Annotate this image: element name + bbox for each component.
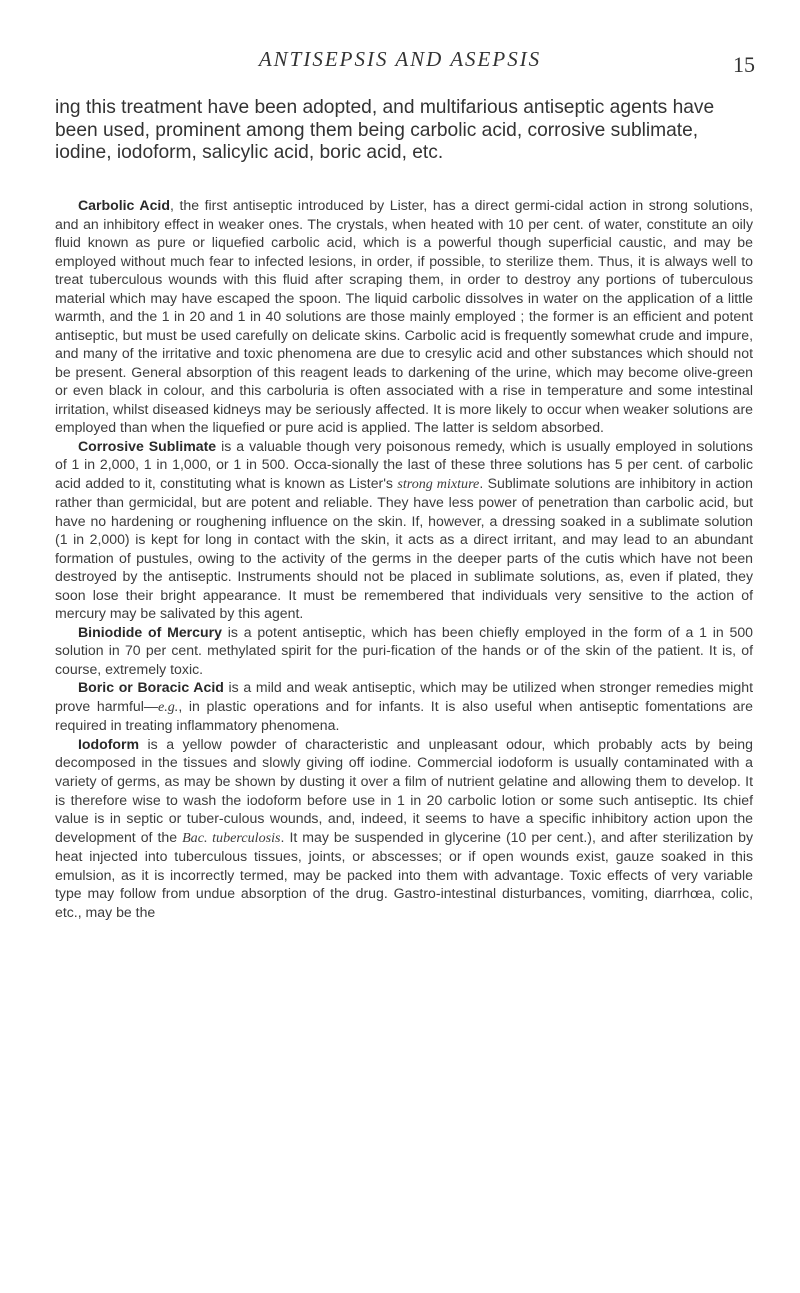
- page-number: 15: [733, 52, 755, 77]
- term-heading: Boric or Boracic Acid: [78, 679, 224, 696]
- paragraph-text: is a yellow powder of characteristic and unpleasant odour, which probably acts by being decomposed in the tissues and slowly giving off iodine. Commercial iodoform is usually contaminated with a variety of germs, as may be shown by dusting it over a film of nutrient gelatine and allowing them to develop. It is therefore wise to wash the iodoform before use in 1 in 20 carbolic lotion or some such antiseptic. Its chief value is in septic or tuber-culous wounds, and, indeed, it seems to have a specific inhibitory action upon the development of the: [55, 735, 753, 845]
- emphasis-text: Bac. tuberculosis: [182, 829, 281, 846]
- term-heading: Iodoform: [78, 735, 140, 752]
- paragraph-iodoform: [55, 735, 753, 921]
- paragraph-carbolic-acid: [55, 196, 753, 437]
- term-heading: Biniodide of Mercury: [78, 623, 222, 640]
- lead-paragraph: ing this treatment have been adopted, and multifarious antiseptic agents have been used, prominent among them being carbolic acid, corrosive sublimate, iodine, iodoform, salicylic acid, boric acid, etc.: [55, 97, 715, 163]
- paragraph-text: , in plastic operations and for infants. It is also useful when antiseptic fomentations are required in treating inflammatory phenomena.: [55, 697, 753, 734]
- body-text: [55, 196, 753, 921]
- running-head: [40, 47, 760, 77]
- paragraph-text: is a potent antiseptic, which has been chiefly employed in the form of a 1 in 500 solution in 70 per cent. methylated spirit for the puri-fication of the hands or of the skin of the patient. It is, of course, extremely toxic.: [55, 623, 753, 677]
- paragraph-text: is a valuable though very poisonous remedy, which is usually employed in solutions of 1 in 2,000, 1 in 1,000, or 1 in 500. Occa-sionally the last of these three solutions has 5 per cent. of carbolic acid added to it, constituting what is known as Lister's: [55, 437, 753, 491]
- term-heading: Corrosive Sublimate: [78, 437, 217, 454]
- paragraph-text: . It may be suspended in glycerine (10 per cent.), and after sterilization by heat injected into tuberculous tissues, joints, or abscesses; or if open wounds exist, gauze soaked in this emulsion, as it is incorrectly termed, may be packed into them with advantage. Toxic effects of very variable type may follow from undue absorption of the drug. Gastro-intestinal disturbances, vomiting, diarrhœa, colic, etc., may be the: [55, 828, 753, 920]
- emphasis-text: strong mixture: [397, 475, 480, 492]
- paragraph-text: , the first antiseptic introduced by Lister, has a direct germi-cidal action in strong solutions, and an inhibitory effect in weaker ones. The crystals, when heated with 10 per cent. of water, constitute an oily fluid known as pure or liquefied carbolic acid, which is a powerful though superficial caustic, and may be employed without much fear to infected lesions, in order, if possible, to sterilize them. Thus, it is always well to treat tuberculous wounds with this fluid after scraping them, in order to destroy any portions of tuberculous material which may have escaped the spoon. The liquid carbolic dissolves in water on the application of a little warmth, and the 1 in 20 and 1 in 40 solutions are those mainly employed ; the former is an efficient and potent antiseptic, but must be used carefully on delicate skins. Carbolic acid is frequently somewhat crude and impure, and many of the irritative and toxic phenomena are due to cresylic acid and other substances which should not be present. General absorption of this reagent leads to darkening of the urine, which may become olive-green or even black in colour, and this carboluria is often associated with a rise in temperature and some intestinal irritation, whilst diseased kidneys may be seriously affected. It is more likely to occur when weaker solutions are employed than when the liquefied or pure acid is applied. The latter is seldom absorbed.: [55, 197, 754, 436]
- running-title: ANTISEPSIS AND ASEPSIS: [258, 47, 542, 71]
- term-heading: Carbolic Acid: [78, 197, 170, 213]
- paragraph-boric-acid: [55, 678, 753, 735]
- emphasis-text: e.g.: [157, 698, 179, 715]
- paragraph-text: is a mild and weak antiseptic, which may be utilized when stronger remedies might prove harmful—: [55, 679, 753, 714]
- paragraph-biniodide-of-mercury: [55, 623, 753, 679]
- paragraph-text: . Sublimate solutions are inhibitory in action rather than germicidal, but are potent and reliable. They have less power of penetration than carbolic acid, but have no hardening or roughening influence on the skin. If, however, a dressing soaked in a sublimate solution (1 in 2,000) is kept for long in contact with the skin, it acts as a direct irritant, and may lead to an abundant formation of pustules, owing to the activity of the germs in the deeper parts of the cutis which have not been destroyed by the antiseptic. Instruments should not be placed in sublimate solutions, as, even if plated, they soon lose their bright appearance. It must be remembered that individuals very sensitive to the action of mercury may be salivated by this agent.: [55, 474, 753, 622]
- paragraph-corrosive-sublimate: [55, 437, 753, 623]
